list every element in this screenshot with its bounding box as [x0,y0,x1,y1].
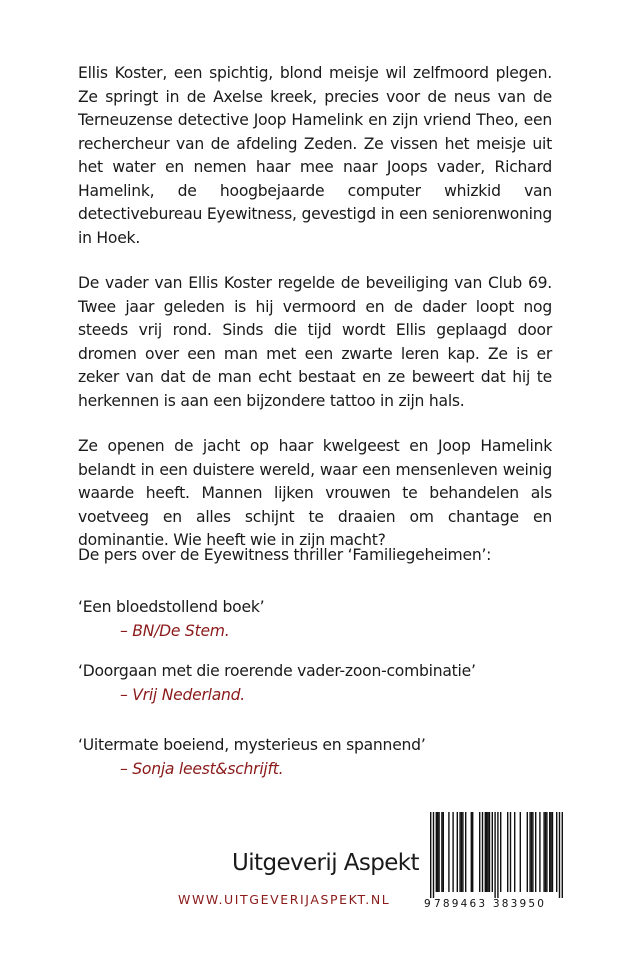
barcode-bar [462,812,463,892]
blurb-text [78,62,552,575]
barcode-bar [479,812,480,892]
press-quote [78,596,558,643]
press-quote-text: ‘Een bloedstollend boek’ [78,598,265,616]
barcode-digits: 789463 383950 [434,898,547,910]
barcode-bar [471,812,472,892]
barcode-bar [437,812,438,892]
barcode-bar [531,812,532,892]
press-quote-source: – Vrij Nederland. [120,685,245,704]
barcode-bar [543,812,544,892]
barcode-bar [492,812,493,892]
barcode-lead-digit: 9 [424,898,431,910]
barcode-bar [527,812,528,892]
barcode-bar [520,812,521,892]
barcode-bar [545,812,546,892]
barcode-bar [489,812,490,892]
barcode-bar [430,812,431,898]
barcode-bar [559,812,560,898]
barcode-bar [494,812,495,898]
barcode-bar [452,812,453,892]
press-quote-source: – Sonja leest&schrijft. [120,759,284,778]
barcode-bar [550,812,551,892]
barcode-bar [441,812,442,892]
barcode-bar [443,812,444,892]
barcode-bar [459,812,460,892]
barcode-bar [457,812,458,892]
press-quote [78,734,558,781]
barcode-bar [532,812,533,892]
barcode-bar [556,812,557,892]
press-quote-text: ‘Doorgaan met die roerende vader-zoon-combinatie’ [78,662,476,680]
barcode-bars [420,808,572,900]
barcode-bar [482,812,483,892]
isbn-barcode [420,808,572,916]
blurb-paragraph-3: Ze openen de jacht op haar kwelgeest en Joop Hamelink belandt in een duistere wereld, waar een mensenleven weinig waarde heeft. Mannen lijken vrouwen te behandelen als voetveeg en alles schijnt te draaien om chantage en dominantie. Wie heeft wie in zijn macht? [78,437,552,549]
barcode-bar [448,812,449,892]
blurb-paragraph-1: Ellis Koster, een spichtig, blond meisje wil zelfmoord plegen. Ze springt in de Axelse kreek, precies voor de neus van de Terneuzense detective Joop Hamelink en zijn vriend Theo, een rechercheur van de afdeling Zeden. Ze vissen het meisje uit het water en nemen haar mee naar Joops vader, Richard Hamelink, de hoogbejaarde computer whizkid van detectivebureau Eyewitness, gevestigd in een seniorenwoning in Hoek. [78,64,552,247]
barcode-bar [438,812,439,892]
barcode-bar [510,812,511,892]
barcode-bar [433,812,434,898]
barcode-bar [500,812,501,892]
press-intro: De pers over de Eyewitness thriller ‘Familiegeheimen’: [78,546,492,564]
barcode-bar [514,812,515,892]
press-quote-text: ‘Uitermate boeiend, mysterieus en spannend’ [78,736,426,754]
barcode-bar [487,812,488,892]
barcode-bar [539,812,540,892]
barcode-bar [546,812,547,892]
barcode-bar [562,812,563,898]
press-quote [78,660,558,707]
barcode-bar [497,812,498,898]
barcode-bar [472,812,473,892]
barcode-bar [549,812,550,892]
barcode-bar [529,812,530,892]
barcode-bar [507,812,508,892]
barcode-bar [465,812,466,892]
barcode-bar [535,812,536,892]
barcode-bar [461,812,462,892]
barcode-bar [436,812,437,892]
press-quote-source: – BN/De Stem. [120,621,230,640]
blurb-paragraph-2: De vader van Ellis Koster regelde de beveiliging van Club 69. Twee jaar geleden is hij vermoord en de dader loopt nog steeds vrij rond. Sinds die tijd wordt Ellis geplaagd door dromen over een man met een zwarte leren kap. Ze is er zeker van dat de man echt bestaat en ze beweert dat hij te herkennen is aan een bijzondere tattoo in zijn hals. [78,274,552,410]
barcode-bar [552,812,553,892]
barcode-bar [485,812,486,892]
publisher-website: WWW.UITGEVERIJASPEKT.NL [178,892,391,907]
barcode-bar [486,812,487,892]
publisher-name: Uitgeverij Aspekt [232,850,419,876]
